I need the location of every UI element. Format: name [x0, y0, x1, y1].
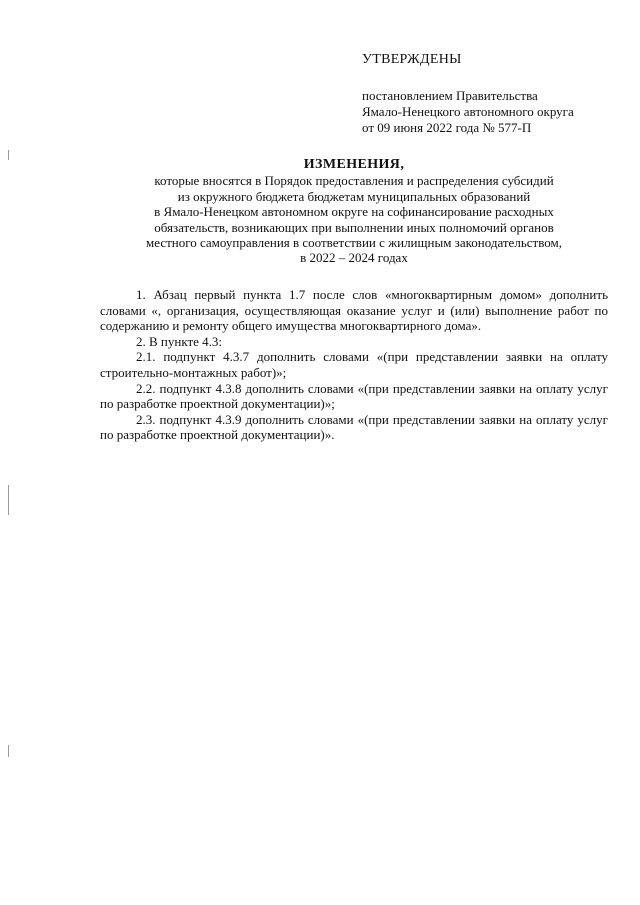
paragraph: 2.1. подпункт 4.3.7 дополнить словами «(при представлении заявки на оплату строительно-монтажных работ)»; — [100, 349, 608, 380]
scan-margin-mark — [8, 745, 9, 757]
heading-line: местного самоуправления в соответствии с жилищным законодательством, — [146, 235, 562, 251]
approval-line: от 09 июня 2022 года № 577-П — [362, 120, 532, 135]
heading-line: в 2022 – 2024 годах — [300, 250, 408, 266]
approval-title: УТВЕРЖДЕНЫ — [362, 52, 462, 67]
document-body — [100, 287, 608, 443]
document-heading — [100, 157, 608, 266]
approval-block — [362, 52, 632, 136]
heading-line: в Ямало-Ненецком автономном округе на софинансирование расходных — [154, 204, 554, 220]
heading-title: ИЗМЕНЕНИЯ, — [303, 157, 405, 172]
scan-margin-mark — [8, 150, 9, 160]
heading-line: обязательств, возникающих при выполнении иных полномочий органов — [154, 219, 554, 235]
heading-line: из окружного бюджета бюджетам муниципальных образований — [177, 188, 531, 204]
paragraph: 2. В пункте 4.3: — [136, 333, 223, 349]
paragraph: 1. Абзац первый пункта 1.7 после слов «многоквартирным домом» дополнить словами «, организация, осуществляющая оказание услуг и (или) выполнение работ по содержанию и ремонту общего имущества многоквартирного дома». — [100, 287, 608, 334]
heading-line: которые вносятся в Порядок предоставления и распределения субсидий — [154, 173, 554, 189]
paragraph: 2.2. подпункт 4.3.8 дополнить словами «(при представлении заявки на оплату услуг по разработке проектной документации)»; — [100, 380, 608, 412]
approval-line: Ямало-Ненецкого автономного округа — [362, 104, 574, 119]
scan-margin-mark — [8, 485, 9, 515]
approval-line: постановлением Правительства — [362, 88, 538, 103]
paragraph: 2.3. подпункт 4.3.9 дополнить словами «(при представлении заявки на оплату услуг по разработке проектной документации)». — [100, 411, 608, 443]
